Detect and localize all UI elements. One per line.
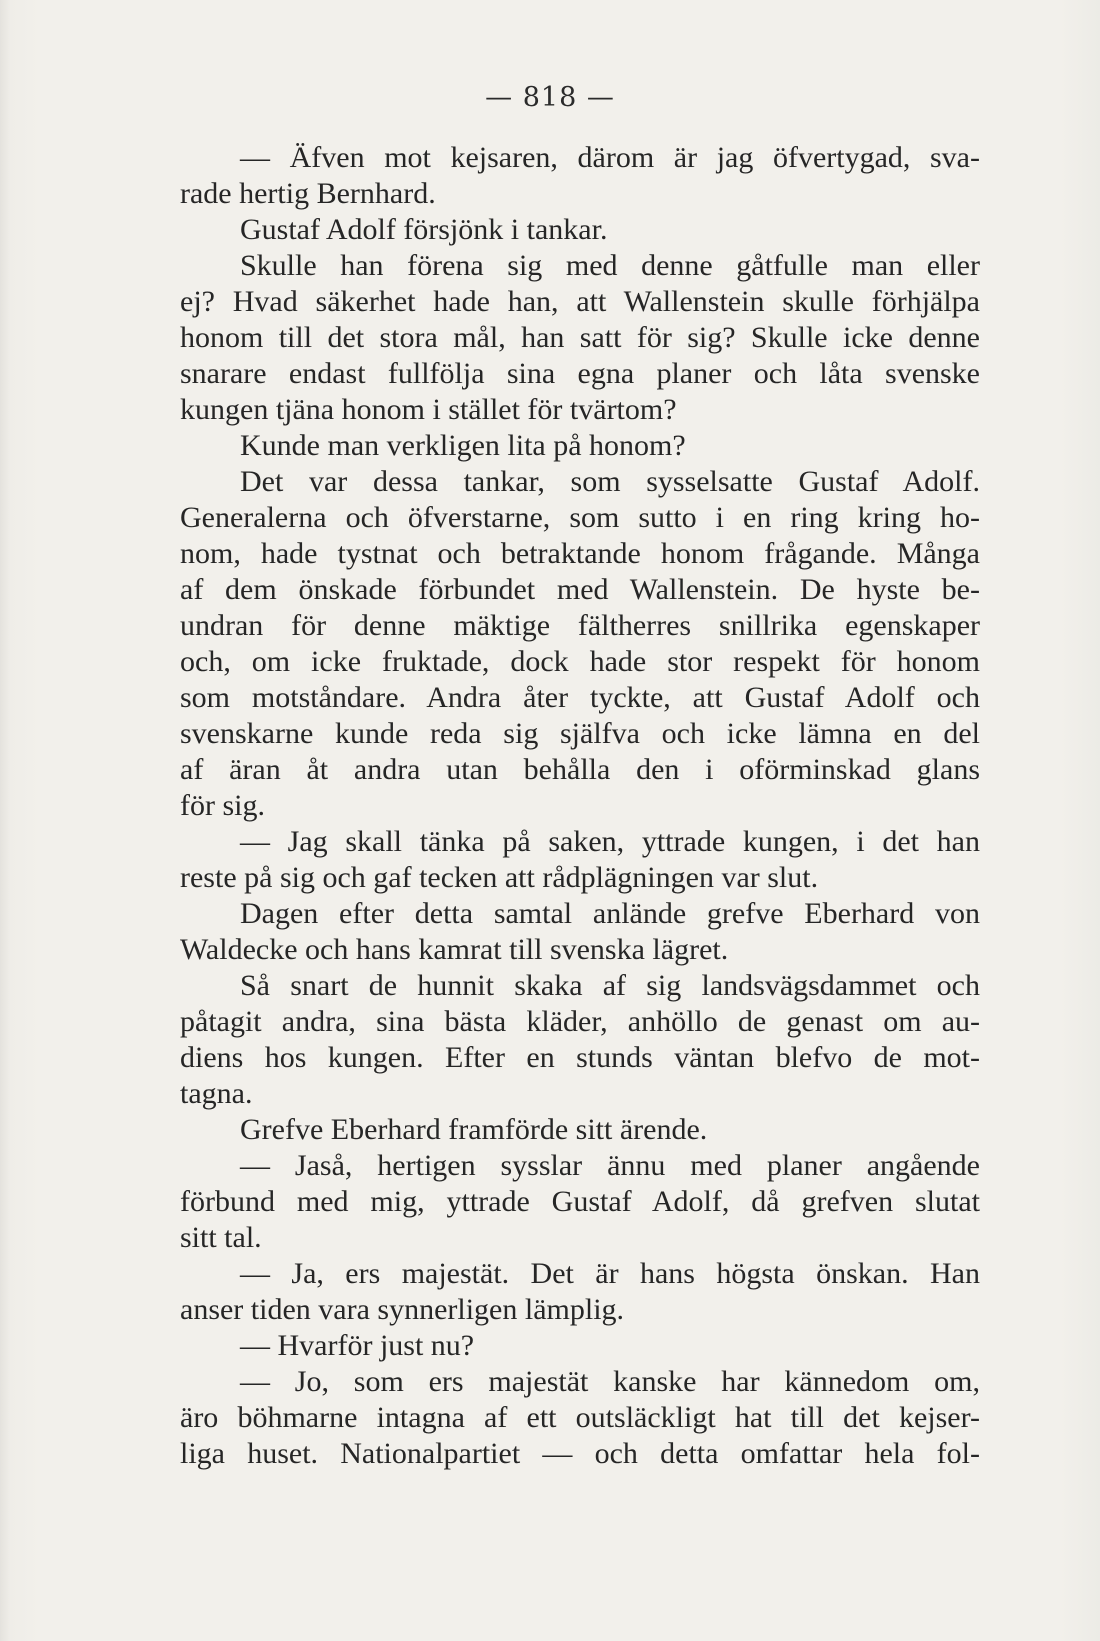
text-line: Kunde man verkligen lita på honom? (240, 429, 686, 462)
text-line: — Äfven mot kejsaren, därom är jag öfvertygad, sva- (240, 141, 980, 174)
text-line: snarare endast fullfölja sina egna planer och låta svenske (180, 357, 980, 390)
text-line: Grefve Eberhard framförde sitt ärende. (240, 1113, 708, 1146)
text-line: — Jaså, hertigen sysslar ännu med planer angående (240, 1149, 980, 1182)
text-line: undran för denne mäktige fältherres snillrika egenskaper (180, 609, 980, 642)
text-line: nom, hade tystnat och betraktande honom frågande. Många (180, 537, 980, 570)
body-text (180, 140, 980, 1472)
text-line: af äran åt andra utan behålla den i oförminskad glans (180, 753, 980, 786)
text-line: Dagen efter detta samtal anlände grefve Eberhard von (240, 897, 980, 930)
text-line: Skulle han förena sig med denne gåtfulle man eller (240, 249, 980, 282)
text-line: honom till det stora mål, han satt för sig? Skulle icke denne (180, 321, 980, 354)
text-line: som motståndare. Andra åter tyckte, att Gustaf Adolf och (180, 681, 980, 714)
text-line: — Ja, ers majestät. Det är hans högsta önskan. Han (240, 1257, 980, 1290)
text-line: påtagit andra, sina bästa kläder, anhöllo de genast om au- (180, 1005, 980, 1038)
text-line: sitt tal. (180, 1221, 262, 1254)
text-line: äro böhmarne intagna af ett outsläckligt hat till det kejser- (180, 1401, 980, 1434)
text-line: — Hvarför just nu? (240, 1329, 475, 1362)
text-line: svenskarne kunde reda sig själfva och icke lämna en del (180, 717, 980, 750)
text-line: Generalerna och öfverstarne, som sutto i en ring kring ho- (180, 501, 980, 534)
text-line: Gustaf Adolf försjönk i tankar. (240, 213, 608, 246)
text-line: reste på sig och gaf tecken att rådplägningen var slut. (180, 861, 819, 894)
text-line: kungen tjäna honom i stället för tvärtom? (180, 393, 677, 426)
text-line: ej? Hvad säkerhet hade han, att Wallenstein skulle förhjälpa (180, 285, 980, 318)
text-line: — Jo, som ers majestät kanske har kännedom om, (240, 1365, 980, 1398)
text-line: — Jag skall tänka på saken, yttrade kungen, i det han (240, 825, 980, 858)
text-line: anser tiden vara synnerligen lämplig. (180, 1293, 625, 1326)
text-line: rade hertig Bernhard. (180, 177, 436, 210)
text-line: för sig. (180, 789, 265, 822)
text-line: diens hos kungen. Efter en stunds väntan blefvo de mot- (180, 1041, 980, 1074)
text-line: och, om icke fruktade, dock hade stor respekt för honom (180, 645, 980, 678)
text-line: af dem önskade förbundet med Wallenstein. De hyste be- (180, 573, 980, 606)
text-line: förbund med mig, yttrade Gustaf Adolf, då grefven slutat (180, 1185, 980, 1218)
page-number: — 818 — (485, 82, 615, 113)
text-line: tagna. (180, 1077, 253, 1110)
text-line: Så snart de hunnit skaka af sig landsvägsdammet och (240, 969, 980, 1002)
text-line: liga huset. Nationalpartiet — och detta omfattar hela fol- (180, 1437, 980, 1470)
text-line: Waldecke och hans kamrat till svenska lägret. (180, 933, 729, 966)
text-line: Det var dessa tankar, som sysselsatte Gustaf Adolf. (240, 465, 980, 498)
